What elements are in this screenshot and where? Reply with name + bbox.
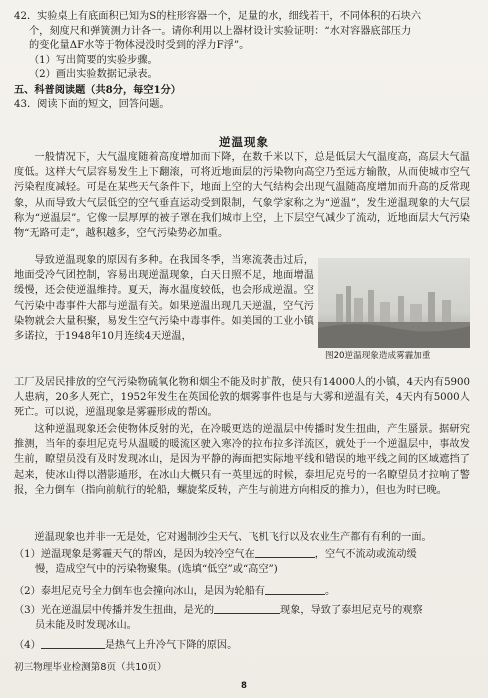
sub-question-2 bbox=[14, 583, 470, 599]
sub-question-1 bbox=[14, 546, 470, 578]
article-paragraph-2-continued: 工厂及居民排放的空气污染物硫氧化物和烟尘不能及时扩散，使只有14000人的小镇，4天内有5900人患病，20多人死亡，1952年发生在英国伦敦的烟雾事件也是与大雾和逆温有关，4天内有5000人死亡。可以说，逆温现象是雾霾形成的帮凶。 bbox=[14, 377, 470, 419]
section-5-heading: 五、科普阅读题（共8分，每空1分） bbox=[14, 83, 181, 96]
q1-text-a: （1）逆温现象是雾霾天气的帮凶，是因为较冷空气在 bbox=[14, 549, 255, 560]
q2-answer-blank[interactable] bbox=[265, 583, 325, 595]
article-title: 逆温现象 bbox=[219, 135, 269, 149]
q42-line-1: 42．实验桌上有底面积已知为S的柱形容器一个，足量的水，细线若干，不同体积的石块六 bbox=[14, 11, 422, 22]
q42-sub-2: （2）画出实验数据记录表。 bbox=[29, 69, 158, 81]
smog-photo bbox=[318, 258, 470, 348]
article-paragraph-3: 这种逆温现象还会使物体反射的光，在冷暖更迭的逆温层中传播时发生扭曲，产生蜃景。据研究推测，当年的泰坦尼克号从温暖的暖流区驶入寒冷的拉布拉多洋流区，就处于一个逆温层中，事故发生前，瞭望员没有及时发现冰山，是因为平静的海面把实际地平线和错误的地平线之间的区域遮挡了起来，使冰山得以潜影遁形，在冰山大概只有一英里远的时候，泰坦尼克号的一名瞭望员才拉响了警报，全力倒车（指向前航行的轮船，螺旋桨反转，产生与前进方向相反的推力），但也为时已晚。 bbox=[14, 424, 470, 496]
article-paragraph-4: 逆温现象也并非一无是处，它对遏制沙尘天气、飞机飞行以及农业生产都有有利的一面。 bbox=[34, 532, 432, 543]
article-paragraph-1: 一般情况下，大气温度随着高度增加而下降，在数千米以下，总是低层大气温度高，高层大气温度低。这样大气层容易发生上下翻滚，可将近地面层的污染物向高空乃至远方输散，从而使城市空气污染程度减轻。可是在某些天气条件下，地面上空的大气结构会出现气温随高度增加而升高的反常现象，从而导致大气层低空的空气垂直运动受到限制，气象学家称之为“逆温”，发生逆温现象的大气层称为“逆温层”。它像一层厚厚的被子罩在我们城市上空，上下层空气减少了流动，近地面层大气污染物“无路可走”，越积越多，空气污染势必加重。 bbox=[14, 152, 470, 240]
q3-text-c: 员未能及时发现冰山。 bbox=[35, 620, 137, 632]
q42-line-3: 的变化量ΔF水等于物体浸没时受到的浮力F浮”。 bbox=[29, 40, 250, 52]
smog-city-image bbox=[318, 258, 470, 348]
q3-text-b: 现象，导致了泰坦尼克号的观察 bbox=[280, 605, 423, 616]
q4-text-b: 是热气上升冷气下降的原因。 bbox=[104, 640, 238, 651]
q1-text-b: ，空气不流动或流动缓 bbox=[314, 549, 417, 560]
q4-answer-blank[interactable] bbox=[41, 637, 105, 649]
q1-text-c: 慢，造成空气中的污染物聚集。(选填“低空”或“高空”) bbox=[35, 564, 278, 576]
q2-text-a: （2）泰坦尼克号全力倒车也会撞向冰山，是因为轮船有 bbox=[14, 586, 265, 597]
q2-text-b: 。 bbox=[324, 586, 336, 597]
figure-caption: 图20逆温现象造成雾霾加重 bbox=[325, 351, 431, 361]
q3-answer-blank[interactable] bbox=[214, 602, 280, 614]
question-42 bbox=[14, 10, 470, 112]
page-footer: 初三物理毕业检测第8页（共10页） bbox=[14, 662, 167, 673]
q4-text-a: （4） bbox=[14, 640, 41, 651]
q43-instruction: 43．阅读下面的短文，回答问题。 bbox=[14, 98, 170, 110]
q42-sub-1: （1）写出简要的实验步骤。 bbox=[29, 54, 158, 66]
article-paragraph-2: 导致逆温现象的原因有多种。在我国冬季，当寒流袭击过后，地面受冷气团控制，容易出现逆温现象，白天日照不足，地面增温缓慢，还会使逆温维持。夏天，海水温度较低，也会形成逆温。空气污染中毒事件大都与逆温有关。如果逆温出现几天逆温，空气污染物就会大量积聚，易发生空气污染中毒事件。如美国的工业小镇多诺拉，于1948年10月连续4天逆温， bbox=[14, 255, 314, 343]
page-number: 8 bbox=[241, 681, 247, 691]
sub-question-4 bbox=[14, 637, 470, 653]
q42-line-2: 个，刻度尺和弹簧测力计各一。请你利用以上器材设计实验证明：“水对容器底部压力 bbox=[29, 25, 412, 37]
q1-answer-blank[interactable] bbox=[255, 546, 315, 558]
q3-text-a: （3）光在逆温层中传播并发生扭曲，是光的 bbox=[14, 605, 215, 616]
sub-question-3 bbox=[14, 602, 470, 634]
